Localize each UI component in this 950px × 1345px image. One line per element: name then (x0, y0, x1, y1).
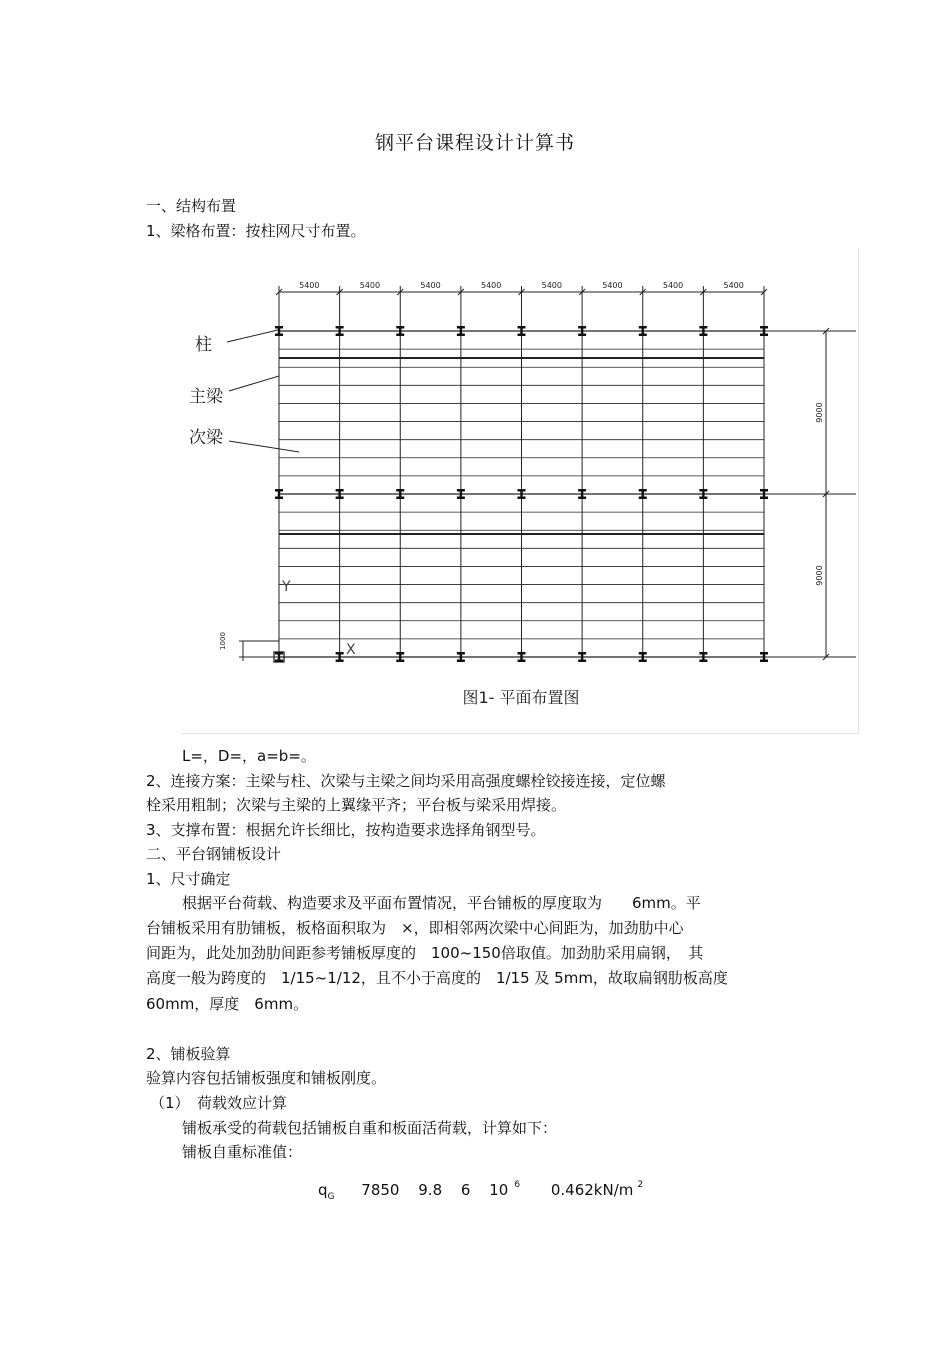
column-symbol (763, 327, 765, 335)
connection-line-2: 栓采用粗制；次梁与主梁的上翼缘平齐；平台板与梁采用焊接。 (146, 796, 567, 814)
leader-line (229, 376, 279, 391)
column-symbol (399, 490, 401, 498)
subsection-beam-grid: 1、梁格布置：按柱网尺寸布置。 (146, 222, 366, 240)
column-symbol (642, 327, 644, 335)
column-symbol (278, 327, 280, 335)
column-symbol (338, 327, 340, 335)
dimension-label-top: 5400 (723, 281, 744, 290)
dimension-label-right: 9000 (815, 565, 824, 586)
dimension-label-top: 5400 (420, 281, 441, 290)
eq-lhs: q (318, 1181, 328, 1199)
figure-caption: 图1- 平面布置图 (462, 688, 580, 707)
self-weight-label: 铺板自重标准值： (182, 1143, 303, 1161)
label-main-beam: 主梁 (189, 387, 223, 407)
subsection-size: 1、尺寸确定 (146, 870, 231, 888)
equation (318, 1180, 643, 1202)
column-symbol (278, 490, 280, 498)
subsection-check: 2、铺板验算 (146, 1045, 231, 1063)
eq-term: 6 (460, 1181, 471, 1199)
eq-term: 9.8 (418, 1181, 443, 1199)
eq-result-exp: 2 (637, 1180, 644, 1190)
column-symbol (581, 327, 583, 335)
column-symbol (702, 327, 704, 335)
dimension-label-top: 5400 (662, 281, 684, 290)
column-symbol (399, 327, 401, 335)
column-symbol (460, 327, 462, 335)
section-heading-layout: 一、结构布置 (146, 197, 237, 215)
column-symbol (642, 653, 644, 661)
paragraph-line: 60mm，厚度 6mm。 (146, 995, 309, 1013)
dimension-label-top: 5400 (359, 281, 381, 290)
dimension-label-top: 5400 (299, 281, 320, 290)
sub-item-load: （1） 荷载效应计算 (150, 1094, 288, 1112)
column-symbol (399, 653, 401, 661)
column-symbol (520, 327, 522, 335)
label-column: 柱 (195, 335, 212, 355)
column-symbol (642, 490, 644, 498)
column-symbol (702, 653, 704, 661)
section-heading-plate: 二、平台钢铺板设计 (146, 845, 282, 863)
paragraph-line: 高度一般为跨度的 1/15~1/12，且不小于高度的 1/15 及 5mm，故取扁钢肋板高度 (146, 969, 728, 987)
column-symbol (581, 653, 583, 661)
column-symbol (460, 490, 462, 498)
dimension-label-top: 5400 (541, 281, 562, 290)
eq-result: 0.462kN/m (550, 1181, 634, 1199)
column-symbol (520, 653, 522, 661)
column-symbol (763, 490, 765, 498)
column-symbol (702, 490, 704, 498)
column-symbol (338, 490, 340, 498)
leader-line (227, 330, 278, 342)
document-title: 钢平台课程设计计算书 (374, 132, 575, 154)
bracing-line: 3、支撑布置：根据允许长细比，按构造要求选择角钢型号。 (146, 821, 546, 839)
dimension-label-right: 9000 (815, 402, 824, 423)
axis-label-x: X (346, 642, 356, 658)
column-symbol (338, 653, 340, 661)
paragraph-line: 台铺板采用有肋铺板，板格面积取为 ×，即相邻两次梁中心间距为，加劲肋中心 (146, 919, 684, 937)
label-secondary-beam: 次梁 (189, 428, 223, 448)
paragraph-line: 根据平台荷载、构造要求及平面布置情况，平台铺板的厚度取为 6mm。平 (182, 894, 701, 912)
eq-exp: 6 (514, 1180, 521, 1190)
dimension-label-top: 5400 (602, 281, 623, 290)
paragraph-line: 间距为，此处加劲肋间距参考铺板厚度的 100~150倍取值。加劲肋采用扁钢， 其 (146, 944, 704, 962)
leader-line (229, 441, 299, 452)
dimension-label-top: 5400 (481, 281, 502, 290)
column-symbol (763, 653, 765, 661)
eq-term: 10 (489, 1181, 509, 1199)
plan-drawing (181, 248, 859, 734)
load-description: 铺板承受的荷载包括铺板自重和板面活荷载，计算如下： (182, 1119, 558, 1137)
eq-lhs-sub: G (327, 1192, 335, 1202)
parameters-line: L=，D=，a=b=。 (182, 747, 316, 765)
dimension-label-left: 1000 (219, 632, 227, 650)
connection-line-1: 2、连接方案：主梁与柱、次梁与主梁之间均采用高强度螺栓铰接连接，定位螺 (146, 772, 666, 790)
check-description: 验算内容包括铺板强度和铺板刚度。 (146, 1069, 387, 1087)
column-symbol (520, 490, 522, 498)
column-symbol (460, 653, 462, 661)
axis-label-y: Y (282, 579, 291, 595)
eq-term: 7850 (361, 1181, 400, 1199)
column-symbol (581, 490, 583, 498)
layout-figure (181, 248, 859, 734)
